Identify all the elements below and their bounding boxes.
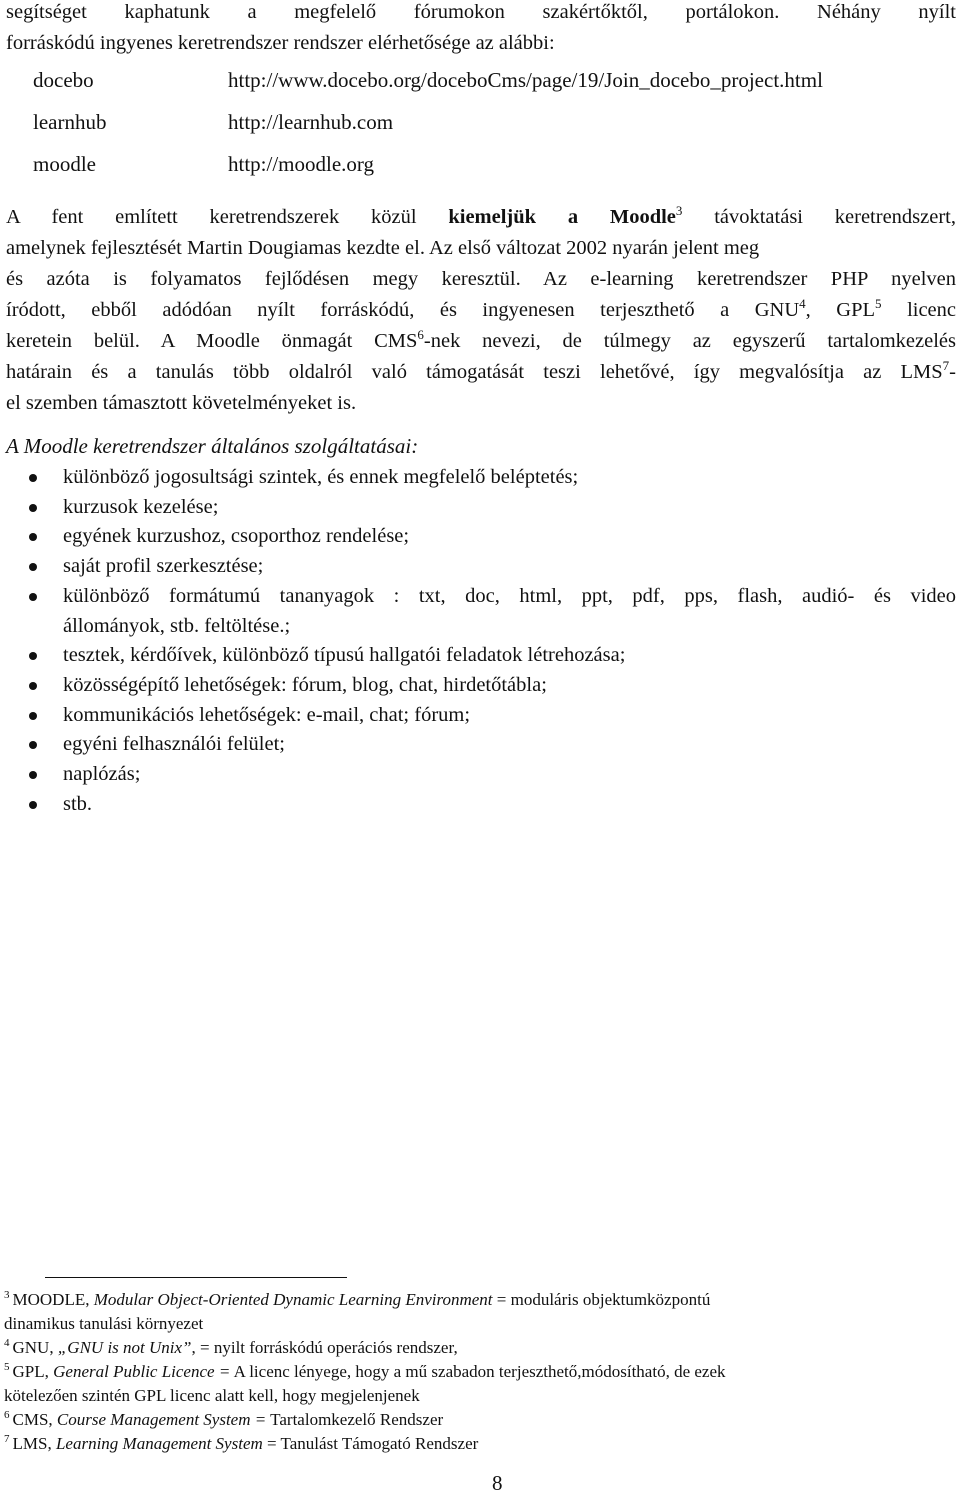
bullet-icon — [29, 563, 37, 571]
footnote-3: $^3$ MOODLE, Modular Object-Oriented Dynamic Learning Environment = moduláris objektumközpontú dinamikus tanulási környezet — [4, 1289, 711, 1333]
bullet-icon — [29, 652, 37, 660]
footnote-7: $^7$ LMS, Learning Management System = Tanulást Támogató Rendszer — [4, 1433, 479, 1453]
para-line-1: A fent említett keretrendszerek közül kiemeljük a Moodle$^3$ távoktatási keretrendszert, — [6, 203, 956, 228]
list-item: stb. — [0, 790, 956, 820]
list-item: egyének kurzushoz, csoporthoz rendelése; — [0, 522, 956, 552]
para-line-6: határain és a tanulás több oldalról való támogatását teszi lehetővé, így megvalósítja az LMS$^7$- — [6, 358, 956, 383]
list-item: közösségépítő lehetőségek: fórum, blog, chat, hirdetőtábla; — [0, 671, 956, 701]
page-number: 8 — [492, 1471, 503, 1495]
bullet-icon — [29, 682, 37, 690]
framework-name-learnhub: learnhub — [33, 110, 107, 134]
bullet-icon — [29, 712, 37, 720]
list-item: különböző jogosultsági szintek, és ennek megfelelő beléptetés; — [0, 463, 956, 493]
list-item: különböző formátumú tananyagok : txt, doc, html, ppt, pdf, pps, flash, audió- és video állományok, stb. feltöltése.; — [0, 582, 956, 641]
list-item: tesztek, kérdőívek, különböző típusú hallgatói feladatok létrehozása; — [0, 641, 956, 671]
framework-name-docebo: docebo — [33, 68, 94, 92]
list-item: kurzusok kezelése; — [0, 493, 956, 523]
footnote-6: $^6$ CMS, Course Management System = Tartalomkezelő Rendszer — [4, 1409, 444, 1429]
footnote-5: $^5$ GPL, General Public Licence = A licenc lényege, hogy a mű szabadon terjeszthető,módosítható, de ezek kötelezően szintén GPL licenc alatt kell, hogy megjelenjenek — [4, 1361, 726, 1405]
list-item: saját profil szerkesztése; — [0, 552, 956, 582]
services-heading: A Moodle keretrendszer általános szolgáltatásai: — [6, 434, 419, 458]
para-line-5: keretein belül. A Moodle önmagát CMS$^6$-nek nevezi, de túlmegy az egyszerű tartalomkezelés — [6, 327, 956, 352]
list-item: egyéni felhasználói felület; — [0, 730, 956, 760]
para-line-3: és azóta is folyamatos fejlődésen megy keresztül. Az e-learning keretrendszer PHP nyelven — [6, 268, 956, 290]
bullet-icon — [29, 771, 37, 779]
para-line-4: íródott, ebből adódóan nyílt forráskódú, és ingyenesen terjeszthető a GNU$^4$, GPL$^5$ licenc — [6, 296, 957, 321]
intro-line-1: segítséget kaphatunk a megfelelő fórumokon szakértőktől, portálokon. Néhány nyílt — [6, 1, 956, 23]
bullet-icon — [29, 533, 37, 541]
framework-url-docebo[interactable]: http://www.docebo.org/doceboCms/page/19/Join_docebo_project.html — [228, 68, 823, 92]
framework-url-learnhub[interactable]: http://learnhub.com — [228, 110, 394, 134]
intro-line-2: forráskódú ingyenes keretrendszer rendszer elérhetősége az alábbi: — [6, 32, 555, 54]
bullet-icon — [29, 593, 37, 601]
framework-url-moodle[interactable]: http://moodle.org — [228, 152, 375, 176]
footnote-separator — [45, 1277, 347, 1278]
moodle-paragraph — [6, 202, 956, 419]
framework-name-moodle: moodle — [33, 152, 96, 176]
bullet-icon — [29, 474, 37, 482]
bullet-icon — [29, 504, 37, 512]
list-item: kommunikációs lehetőségek: e-mail, chat; fórum; — [0, 701, 956, 731]
list-item: naplózás; — [0, 760, 956, 790]
bullet-icon — [29, 741, 37, 749]
para-line-2: amelynek fejlesztését Martin Dougiamas kezdte el. Az első változat 2002 nyarán jelent meg — [6, 237, 760, 259]
services-list — [0, 463, 960, 819]
bullet-icon — [29, 801, 37, 809]
footnote-4: $^4$ GNU, „GNU is not Unix”, = nyilt forráskódú operációs rendszer, — [4, 1337, 458, 1357]
intro-paragraph — [6, 0, 956, 59]
para-line-7: el szemben támasztott követelményeket is. — [6, 392, 357, 414]
